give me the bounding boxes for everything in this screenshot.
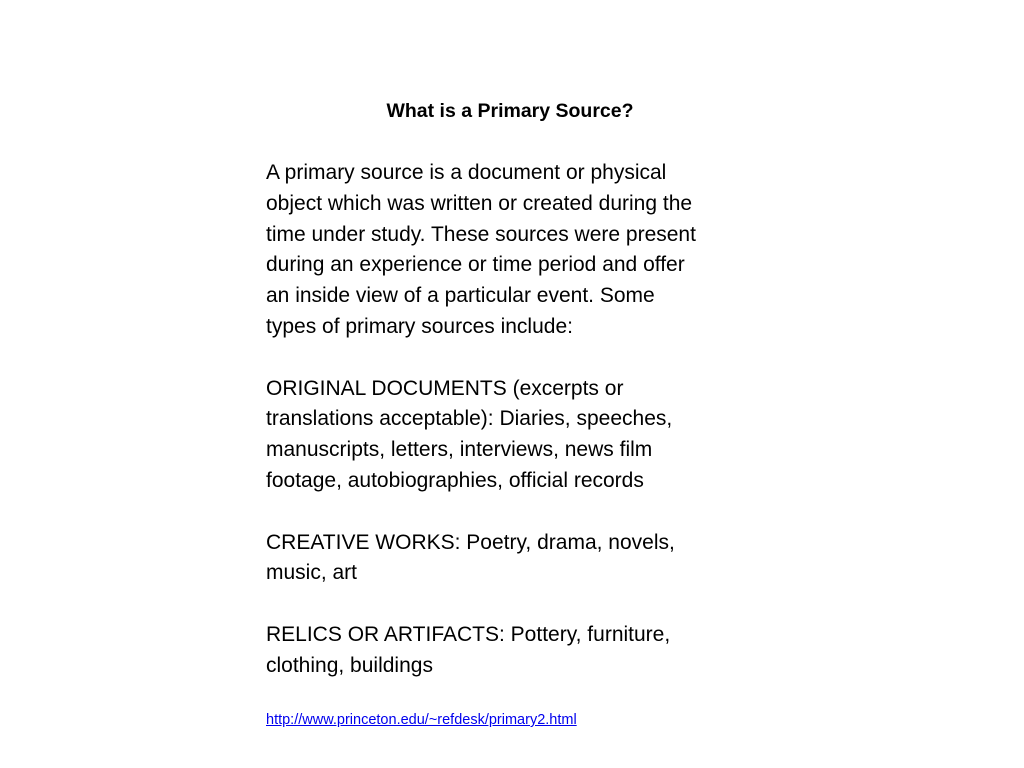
source-link[interactable]: http://www.princeton.edu/~refdesk/primary2.html bbox=[266, 712, 577, 728]
text-line: types of primary sources include: bbox=[266, 314, 573, 338]
text-line: object which was written or created during the bbox=[266, 191, 693, 215]
text-line: manuscripts, letters, interviews, news film bbox=[266, 438, 653, 462]
original-documents-paragraph bbox=[266, 374, 766, 497]
text-line: clothing, buildings bbox=[266, 653, 433, 677]
text-line: time under study. These sources were present bbox=[266, 222, 696, 246]
text-line: during an experience or time period and offer bbox=[266, 253, 685, 277]
text-line: translations acceptable): Diaries, speeches, bbox=[266, 407, 673, 431]
text-line: ORIGINAL DOCUMENTS (excerpts or bbox=[266, 376, 624, 400]
text-line: an inside view of a particular event. Some bbox=[266, 284, 655, 308]
text-line: music, art bbox=[266, 561, 358, 585]
text-line: footage, autobiographies, official records bbox=[266, 468, 644, 492]
relics-artifacts-paragraph bbox=[266, 620, 766, 682]
text-line: CREATIVE WORKS: Poetry, drama, novels, bbox=[266, 530, 675, 554]
text-line: RELICS OR ARTIFACTS: Pottery, furniture, bbox=[266, 622, 671, 646]
creative-works-paragraph bbox=[266, 528, 766, 590]
slide-title: What is a Primary Source? bbox=[386, 100, 634, 122]
definition-paragraph bbox=[266, 158, 766, 343]
text-line: A primary source is a document or physical bbox=[266, 161, 667, 184]
slide-body bbox=[266, 158, 766, 712]
